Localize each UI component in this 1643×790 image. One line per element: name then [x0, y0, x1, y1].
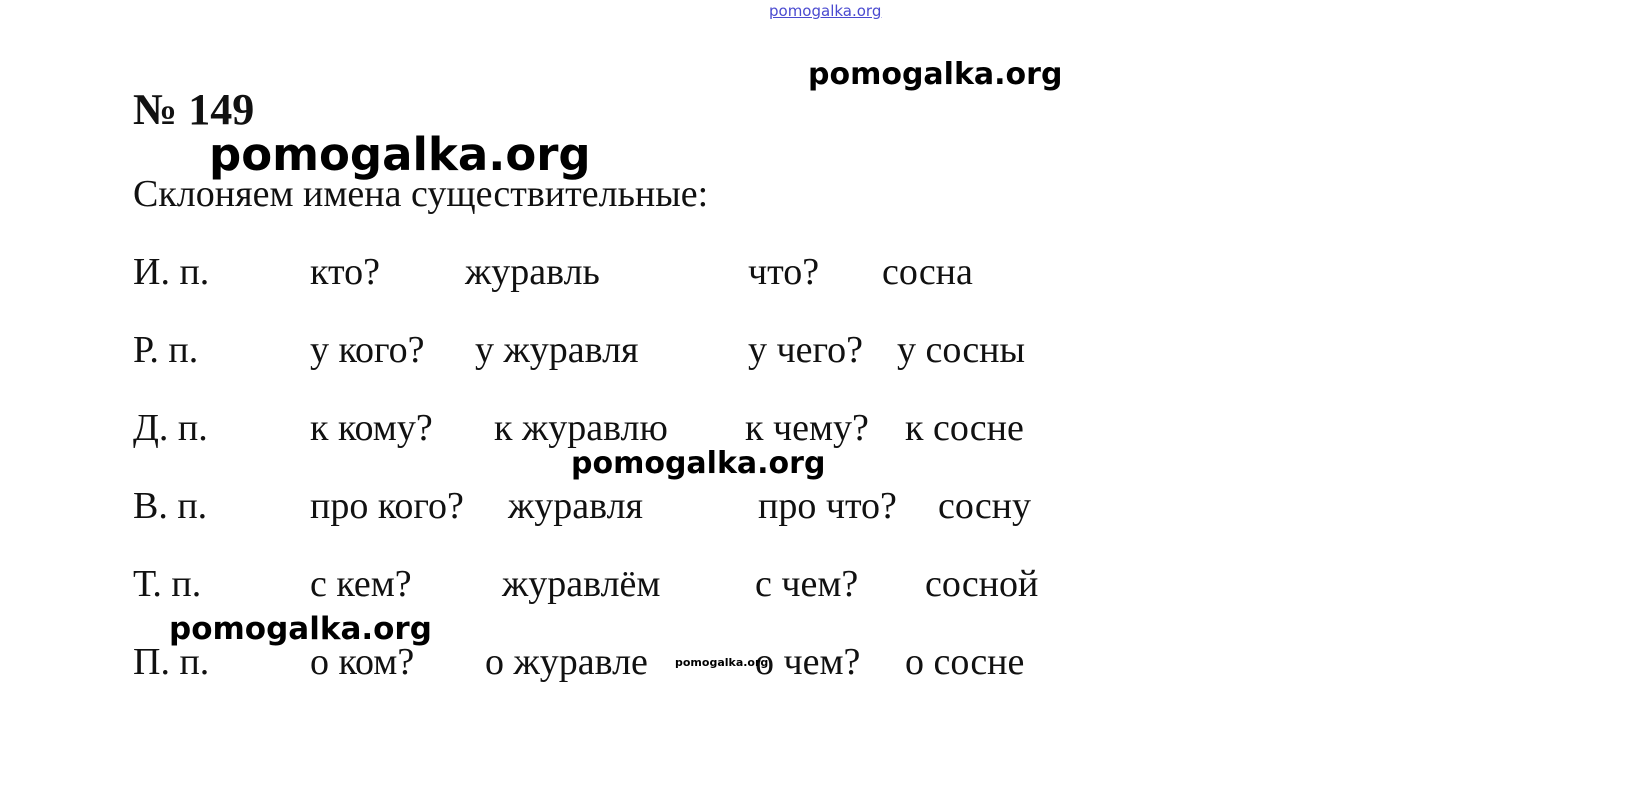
watermark-tiny: pomogalka.org	[675, 656, 769, 669]
declension-row-genitive	[0, 331, 1643, 375]
declension-row-prepositional	[0, 643, 1643, 687]
watermark-link-top[interactable]: pomogalka.org	[769, 2, 882, 20]
question-animate: с кем?	[310, 563, 412, 605]
watermark-middle: pomogalka.org	[571, 446, 826, 481]
question-animate: к кому?	[310, 407, 433, 449]
case-label: В. п.	[133, 485, 208, 527]
task-number: № 149	[133, 85, 255, 134]
question-animate: у кого?	[310, 329, 425, 371]
case-label: И. п.	[133, 251, 210, 293]
case-label: Т. п.	[133, 563, 202, 605]
question-animate: о ком?	[310, 641, 415, 683]
watermark-big: pomogalka.org	[209, 128, 591, 181]
form-crane: к журавлю	[494, 407, 668, 449]
question-inanimate: про что?	[758, 485, 897, 527]
declension-row-nominative	[0, 253, 1643, 297]
form-pine: сосной	[925, 563, 1039, 605]
form-pine: сосна	[882, 251, 973, 293]
question-animate: кто?	[310, 251, 380, 293]
case-label: Р. п.	[133, 329, 199, 371]
form-pine: у сосны	[897, 329, 1026, 371]
task-intro: Склоняем имена существительные:	[133, 173, 709, 215]
watermark-right: pomogalka.org	[808, 57, 1063, 92]
form-pine: о сосне	[905, 641, 1025, 683]
form-pine: к сосне	[905, 407, 1024, 449]
form-crane: у журавля	[475, 329, 639, 371]
form-crane: журавль	[465, 251, 600, 293]
question-animate: про кого?	[310, 485, 464, 527]
watermark-lower: pomogalka.org	[169, 611, 432, 647]
declension-row-instrumental	[0, 565, 1643, 609]
question-inanimate: у чего?	[748, 329, 863, 371]
question-inanimate: о чем?	[755, 641, 861, 683]
declension-row-accusative	[0, 487, 1643, 531]
question-inanimate: с чем?	[755, 563, 859, 605]
case-label: П. п.	[133, 641, 210, 683]
form-pine: сосну	[938, 485, 1032, 527]
form-crane: журавля	[508, 485, 644, 527]
form-crane: журавлём	[502, 563, 661, 605]
question-inanimate: что?	[748, 251, 820, 293]
question-inanimate: к чему?	[745, 407, 869, 449]
case-label: Д. п.	[133, 407, 208, 449]
form-crane: о журавле	[485, 641, 648, 683]
